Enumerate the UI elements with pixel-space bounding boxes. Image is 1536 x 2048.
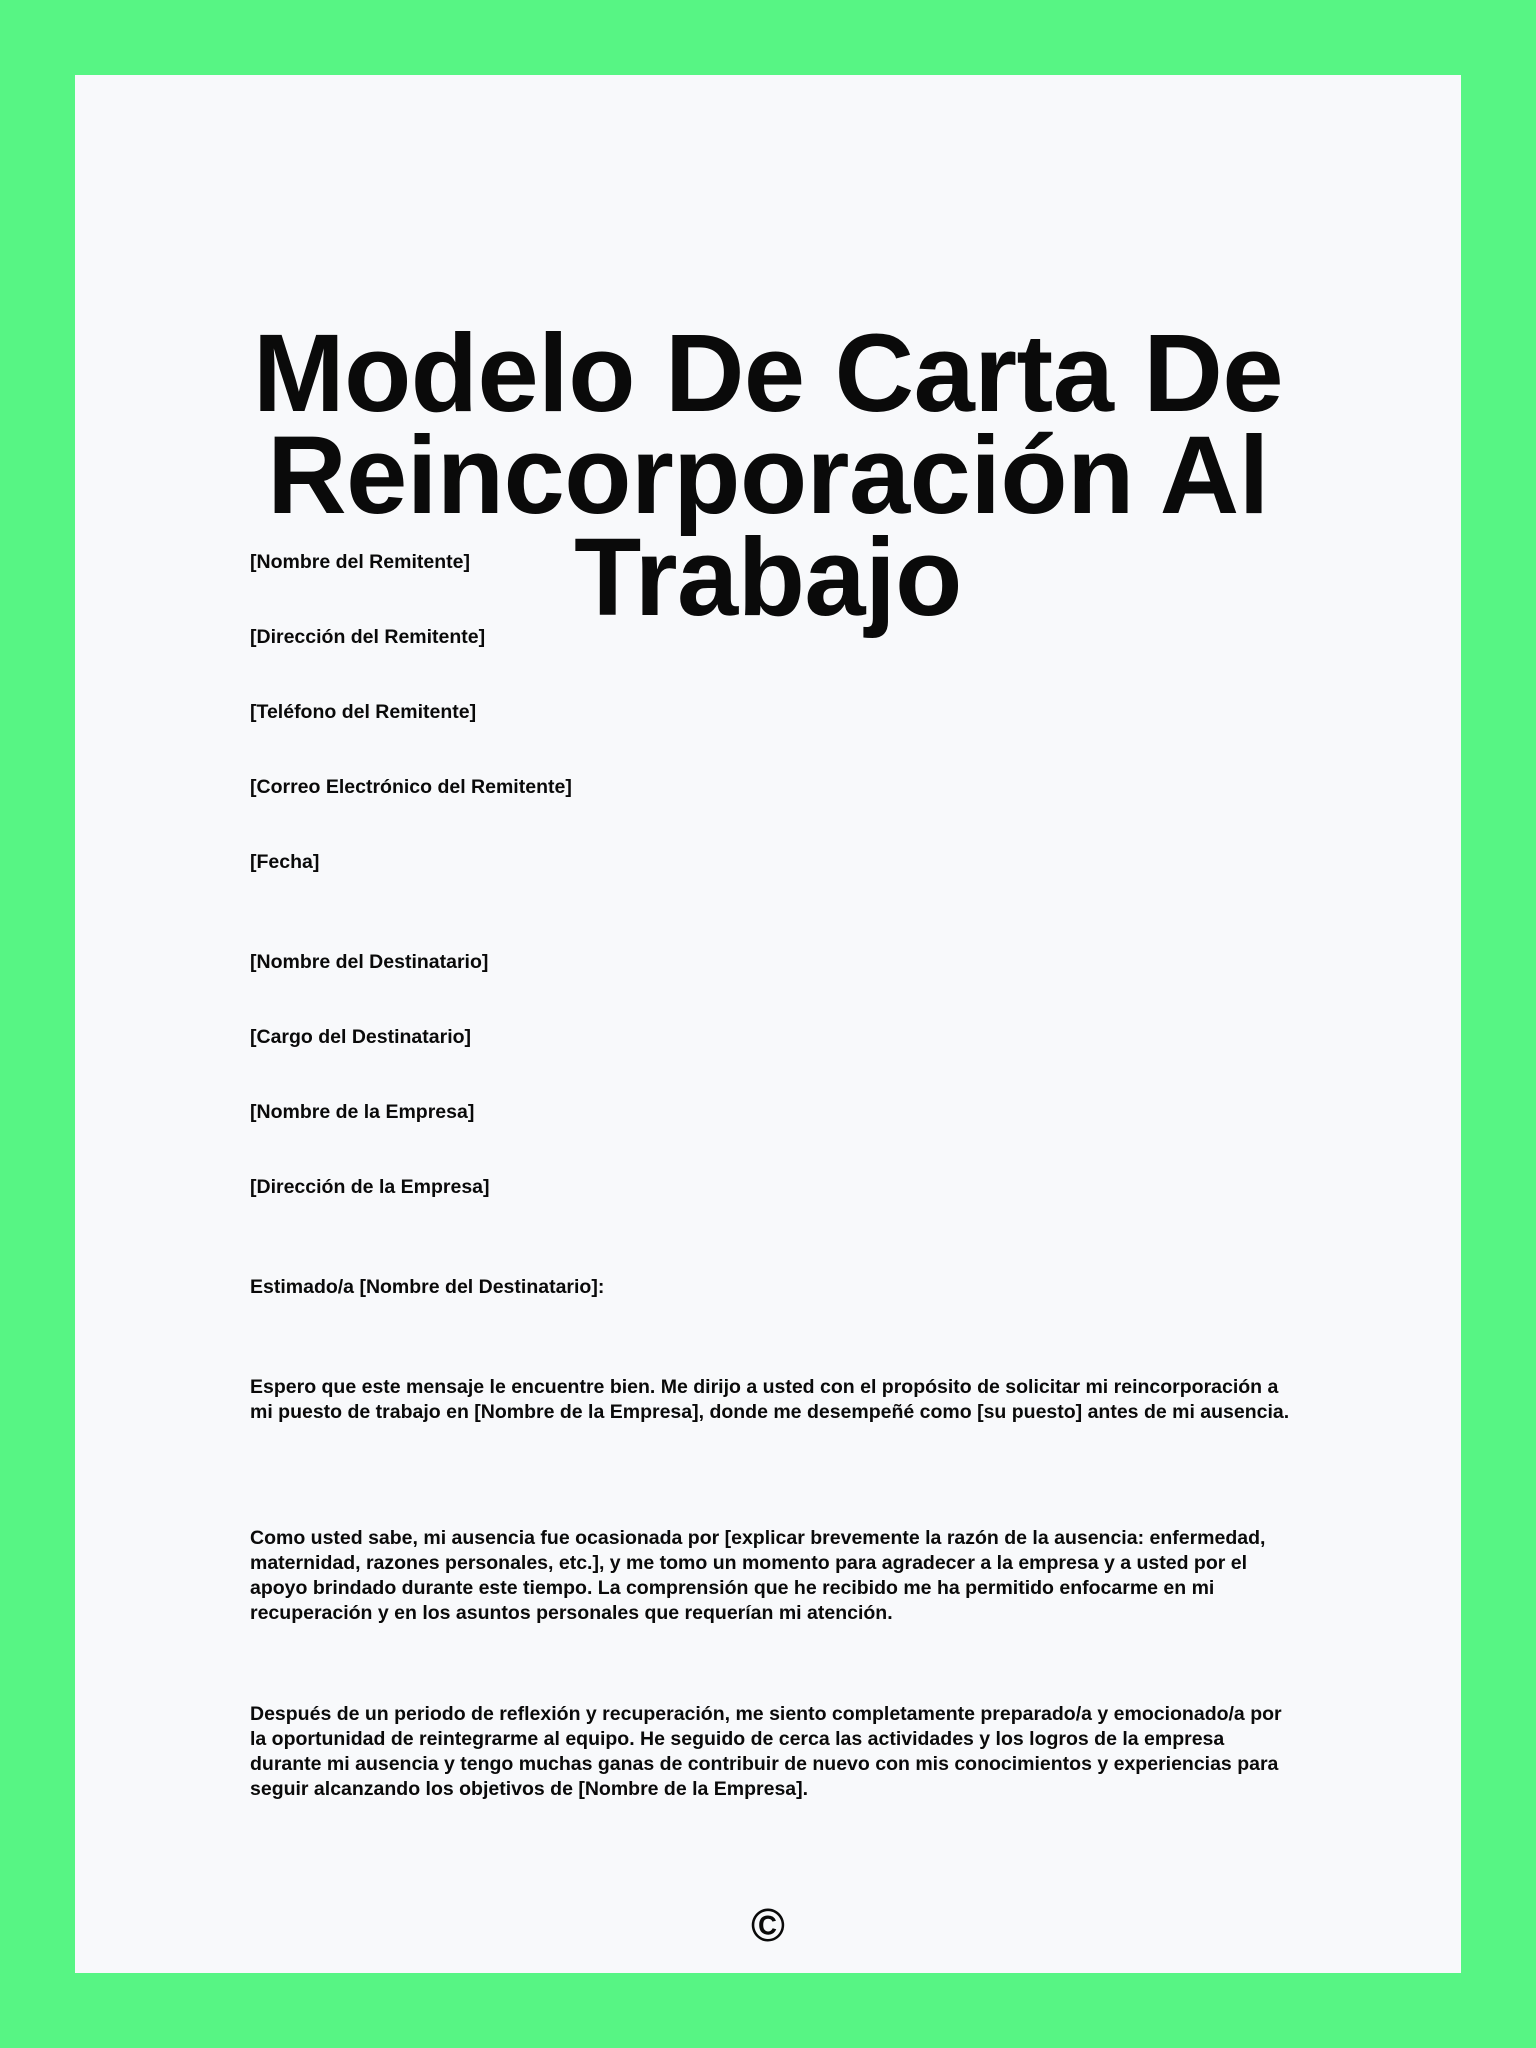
- recipient-position: [Cargo del Destinatario]: [250, 1026, 472, 1048]
- body-paragraph: Después de un periodo de reflexión y recuperación, me siento completamente preparado/a y emocionado/a por la oportunidad de reintegrarme al equipo. He seguido de cerca las actividades y los logros de la empresa durante mi ausencia y tengo muchas ganas de contribuir de nuevo con mis conocimientos y experiencias para seguir alcanzando los objetivos de [Nombre de la Empresa].: [250, 1703, 1282, 1800]
- sender-email: [Correo Electrónico del Remitente]: [250, 776, 572, 798]
- sender-phone: [Teléfono del Remitente]: [250, 701, 477, 723]
- title-line-1: Modelo De Carta De: [252, 312, 1284, 435]
- body-paragraph: Espero que este mensaje le encuentre bien. Me dirijo a usted con el propósito de solicitar mi reincorporación a mi puesto de trabajo en [Nombre de la Empresa], donde me desempeñé como [su puesto] antes de mi ausencia.: [250, 1376, 1290, 1423]
- letter-date: [Fecha]: [250, 851, 320, 873]
- recipient-company: [Nombre de la Empresa]: [250, 1101, 475, 1123]
- sender-name: [Nombre del Remitente]: [250, 551, 470, 573]
- copyright-icon: ©: [751, 1899, 785, 1951]
- letter-greeting: Estimado/a [Nombre del Destinatario]:: [250, 1276, 605, 1298]
- recipient-address: [Dirección de la Empresa]: [250, 1176, 490, 1198]
- letter-page: [75, 75, 1461, 1973]
- sender-address: [Dirección del Remitente]: [250, 626, 486, 648]
- body-paragraph: Como usted sabe, mi ausencia fue ocasionada por [explicar brevemente la razón de la ausencia: enfermedad, maternidad, razones personales, etc.], y me tomo un momento para agradecer a la empresa y a usted por el apoyo brindado durante este tiempo. La comprensión que he recibido me ha permitido enfocarme en mi recuperación y en los asuntos personales que requerían mi atención.: [250, 1527, 1266, 1624]
- recipient-name: [Nombre del Destinatario]: [250, 951, 489, 973]
- title-line-2: Reincorporación Al Trabajo: [267, 414, 1269, 639]
